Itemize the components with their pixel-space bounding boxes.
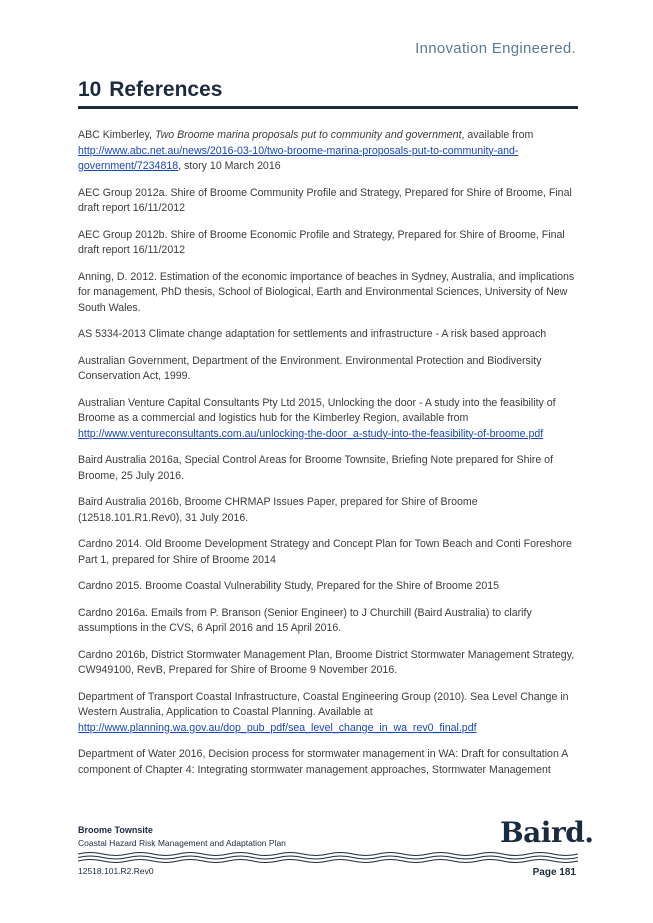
reference-item [78, 270, 578, 317]
reference-item [78, 186, 578, 217]
footer-project-name: Broome Townsite [78, 825, 153, 835]
baird-logo: Baird. [500, 816, 594, 849]
reference-text: Department of Transport Coastal Infrastructure, Coastal Engineering Group (2010). Sea Level Change in Western Australia, Application to Coastal Planning. Available at [78, 690, 569, 718]
reference-item [78, 606, 578, 637]
reference-item [78, 537, 578, 568]
reference-item [78, 579, 578, 595]
reference-item [78, 495, 578, 526]
reference-text: Baird Australia 2016b, Broome CHRMAP Issues Paper, prepared for Shire of Broome (12518.101.R1.Rev0), 31 July 2016. [78, 496, 478, 524]
reference-text: , story 10 March 2016 [178, 160, 281, 172]
footer-report-reference: 12518.101.R2.Rev0 [78, 866, 154, 876]
footer-wave-divider [78, 851, 578, 863]
reference-item [78, 396, 578, 443]
reference-item [78, 453, 578, 484]
reference-item [78, 128, 578, 175]
section-title: References [109, 78, 223, 101]
page-title [78, 78, 222, 102]
reference-text: Australian Government, Department of the Environment. Environmental Protection and Biodiversity Conservation Act, 1999. [78, 354, 542, 382]
page-number: Page 181 [532, 867, 576, 878]
reference-text: AEC Group 2012a. Shire of Broome Community Profile and Strategy, Prepared for Shire of Broome, Final draft report 16/11/2012 [78, 186, 572, 214]
reference-text: Cardno 2014. Old Broome Development Strategy and Concept Plan for Town Beach and Conti Foreshore Part 1, prepared for Shire of Broome 2014 [78, 538, 572, 566]
footer-document-title: Coastal Hazard Risk Management and Adaptation Plan [78, 838, 286, 848]
reference-text: AS 5334-2013 Climate change adaptation for settlements and infrastructure - A risk based approach [78, 328, 547, 340]
reference-item [78, 690, 578, 737]
reference-item [78, 327, 578, 343]
reference-item [78, 228, 578, 259]
reference-text: Baird Australia 2016a, Special Control Areas for Broome Townsite, Briefing Note prepared for Shire of Broome, 25 July 2016. [78, 454, 554, 482]
reference-list [78, 128, 578, 789]
reference-title: Two Broome marina proposals put to community and government [154, 129, 462, 141]
reference-link[interactable]: http://www.abc.net.au/news/2016-03-10/two-broome-marina-proposals-put-to-community-and-government/7234818 [78, 144, 519, 172]
reference-text: , available from [461, 129, 534, 141]
reference-text: AEC Group 2012b. Shire of Broome Economic Profile and Strategy, Prepared for Shire of Broome, Final draft report 16/11/2012 [78, 228, 565, 256]
section-number: 10 [78, 78, 102, 101]
reference-item [78, 648, 578, 679]
title-rule [78, 106, 578, 109]
reference-text: Cardno 2016a. Emails from P. Branson (Senior Engineer) to J Churchill (Baird Australia) to clarify assumptions in the CVS, 6 April 2016 and 15 April 2016. [78, 606, 532, 634]
reference-text: Cardno 2016b, District Stormwater Management Plan, Broome District Stormwater Management Strategy, CW949100, RevB, Prepared for Shire of Broome 9 November 2016. [78, 648, 575, 676]
reference-text: ABC Kimberley, [78, 129, 155, 141]
reference-text: Anning, D. 2012. Estimation of the economic importance of beaches in Sydney, Australia, and implications for management, PhD thesis, School of Biological, Earth and Environmental Sciences, University of New South Wales. [78, 270, 575, 314]
reference-text: Australian Venture Capital Consultants Pty Ltd 2015, Unlocking the door - A study into the feasibility of Broome as a commercial and logistics hub for the Kimberley Region, available from [78, 396, 556, 424]
reference-item [78, 354, 578, 385]
reference-text: Department of Water 2016, Decision process for stormwater management in WA: Draft for consultation A component of Chapter 4: Integrating stormwater management approaches, Stormwater Management [78, 748, 568, 776]
reference-item [78, 747, 578, 778]
reference-text: Cardno 2015. Broome Coastal Vulnerability Study, Prepared for the Shire of Broome 2015 [78, 580, 500, 592]
reference-link[interactable]: http://www.planning.wa.gov.au/dop_pub_pdf/sea_level_change_in_wa_rev0_final.pdf [78, 721, 477, 734]
reference-link[interactable]: http://www.ventureconsultants.com.au/unlocking-the-door_a-study-into-the-feasibility-of-broome.pdf [78, 427, 544, 440]
header-tagline: Innovation Engineered. [415, 40, 576, 57]
